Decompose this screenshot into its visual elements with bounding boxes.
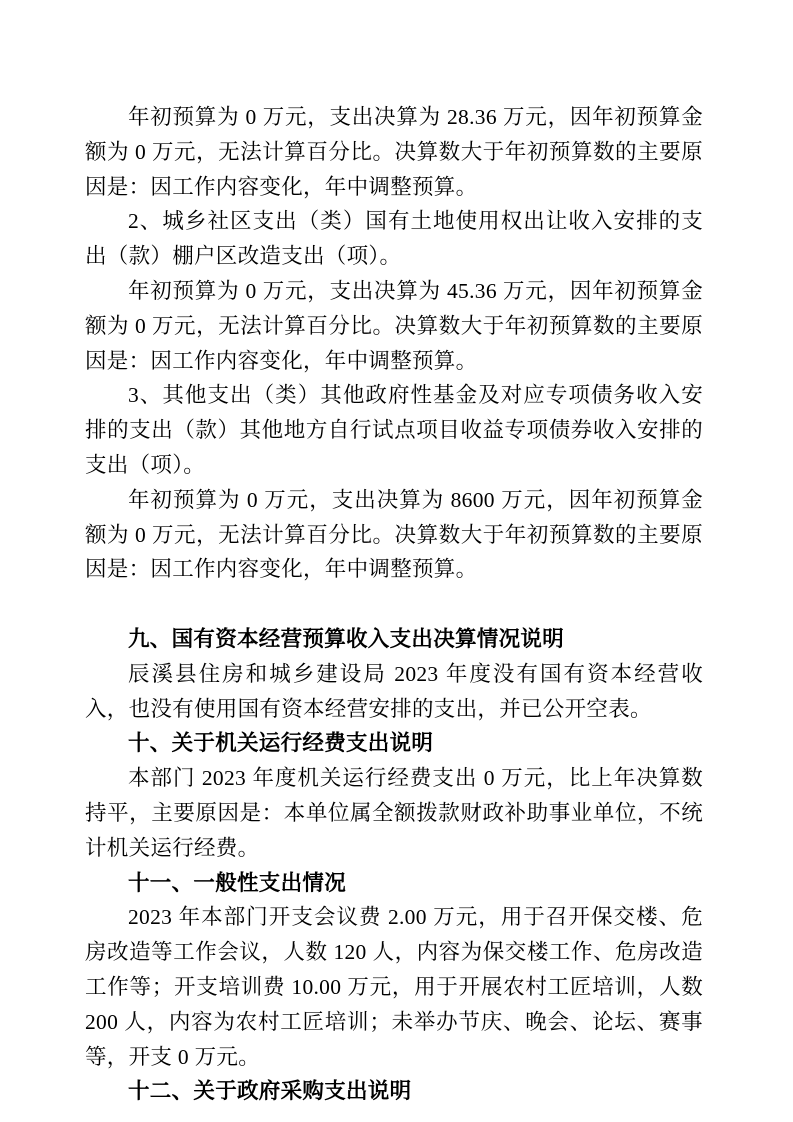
para-item-2-urban-rural-community: 2、城乡社区支出（类）国有土地使用权出让收入安排的支出（款）棚户区改造支出（项）。 bbox=[85, 209, 703, 269]
para-general-expenditure-detail: 2023 年本部门开支会议费 2.00 万元，用于召开保交楼、危房改造等工作会议，人数 120 人，内容为保交楼工作、危房改造工作等；开支培训费 10.00 万元，用于开展农村工匠培训，人数 200 人，内容为农村工匠培训；未举办节庆、晚会、论坛、赛事等，开支 0 万元。 bbox=[85, 905, 703, 1069]
para-operation-funds-explain: 本部门 2023 年度机关运行经费支出 0 万元，比上年决算数持平，主要原因是：本单位属全额拨款财政补助事业单位，不统计机关运行经费。 bbox=[85, 766, 703, 860]
blank-line bbox=[85, 587, 703, 622]
heading-section-10-operation-funds: 十、关于机关运行经费支出说明 bbox=[128, 731, 434, 756]
heading-section-11-general-expenditure: 十一、一般性支出情况 bbox=[128, 870, 347, 895]
para-budget-explain-28-36: 年初预算为 0 万元，支出决算为 28.36 万元，因年初预算金额为 0 万元，无法计算百分比。决算数大于年初预算数的主要原因是：因工作内容变化，年中调整预算。 bbox=[85, 105, 703, 199]
para-item-3-other-expenditure: 3、其他支出（类）其他政府性基金及对应专项债务收入安排的支出（款）其他地方自行试点项目收益专项债券收入安排的支出（项）。 bbox=[85, 383, 703, 477]
heading-section-12-gov-procurement: 十二、关于政府采购支出说明 bbox=[128, 1079, 412, 1104]
para-budget-explain-45-36: 年初预算为 0 万元，支出决算为 45.36 万元，因年初预算金额为 0 万元，无法计算百分比。决算数大于年初预算数的主要原因是：因工作内容变化，年中调整预算。 bbox=[85, 278, 703, 373]
para-state-capital-explain: 辰溪县住房和城乡建设局 2023 年度没有国有资本经营收入，也没有使用国有资本经营安排的支出，并已公开空表。 bbox=[85, 661, 703, 721]
document-content bbox=[85, 100, 703, 1109]
heading-section-9-state-capital: 九、国有资本经营预算收入支出决算情况说明 bbox=[128, 626, 565, 651]
para-budget-explain-8600: 年初预算为 0 万元，支出决算为 8600 万元，因年初预算金额为 0 万元，无法计算百分比。决算数大于年初预算数的主要原因是：因工作内容变化，年中调整预算。 bbox=[85, 487, 703, 582]
